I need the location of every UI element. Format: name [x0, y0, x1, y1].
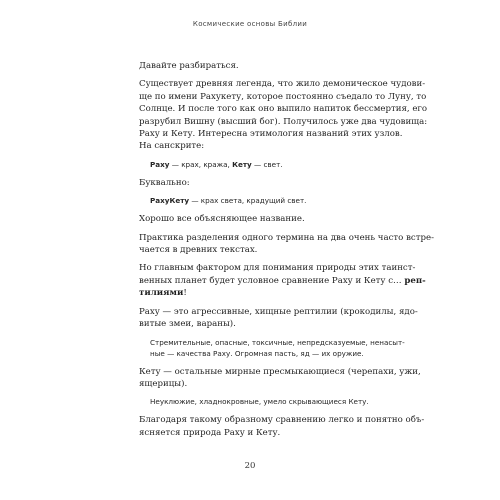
page-body: [139, 60, 434, 445]
quote-rahu-qualities: [150, 337, 405, 359]
paragraph-practice: [139, 232, 434, 257]
definition: — свет.: [251, 159, 283, 169]
running-header: Космические основы Библии: [192, 20, 308, 28]
text-line: На санскрите:: [139, 141, 205, 152]
text-line: ные — качества Раху. Огромная пасть, яд — их оружие.: [150, 348, 364, 358]
text-line: Но главным фактором для понимания природы этих таинст-: [139, 263, 416, 274]
paragraph-literal: [139, 177, 371, 189]
quote-literal: [150, 195, 371, 206]
emphasis-text: тилиями: [139, 288, 184, 299]
text-line: Раху и Кету. Интересна этимология названий этих узлов.: [139, 129, 403, 140]
text-line: Практика разделения одного термина на два очень часто встре-: [139, 232, 434, 243]
text-line: Буквально:: [139, 177, 190, 188]
text-line: Солнце. И после того как оно выпило напиток бессмертия, его: [139, 104, 428, 115]
text-line: Хорошо все объясняющее название.: [139, 214, 305, 225]
text-line: Неуклюжие, хладнокровные, умело скрывающиеся Кету.: [150, 397, 369, 407]
paragraph-conclusion: [139, 414, 425, 439]
text-line: Кету — остальные мирные пресмыкающиеся (черепахи, ужи,: [139, 366, 421, 377]
text-line: Существует древняя легенда, что жило демоническое чудови-: [139, 79, 426, 90]
page-number: 20: [244, 461, 256, 471]
text-line: [150, 159, 371, 170]
text-line: ящерицы).: [139, 378, 188, 389]
text-line: [139, 275, 426, 287]
emphasis-text: реп-: [404, 275, 426, 286]
text-line: [150, 195, 371, 206]
term-rahu: Раху: [150, 159, 170, 169]
paragraph-reptiles: [139, 262, 426, 299]
text-line: разрубил Вишну (высший бог). Получилось уже два чудовища:: [139, 116, 428, 127]
text-line: ясняется природа Раху и Кету.: [139, 427, 281, 438]
text-line: витые змеи, вараны).: [139, 319, 236, 330]
paragraph-ketu: [139, 366, 421, 391]
paragraph-rahu: [139, 306, 418, 331]
quote-sanskrit: [150, 159, 371, 170]
definition: — крах, кража,: [169, 159, 233, 169]
text-line: чается в древних текстах.: [139, 245, 258, 256]
paragraph-intro: [139, 60, 371, 72]
paragraph-legend: [139, 78, 428, 152]
definition: — крах света, крадущий свет.: [189, 196, 307, 206]
text-segment: венных планет будет условное сравнение Раху и Кету с…: [139, 275, 405, 286]
paragraph-good-name: [139, 213, 371, 225]
text-line: Стремительные, опасные, токсичные, непредсказуемые, ненасыт-: [150, 337, 405, 347]
text-line: Раху — это агрессивные, хищные рептилии (крокодилы, ядо-: [139, 306, 418, 317]
term-ketu: Кету: [232, 159, 252, 169]
text-line: [139, 287, 371, 299]
term-rahuketu: РахуКету: [150, 196, 190, 206]
quote-ketu-qualities: [150, 396, 371, 407]
text-segment: !: [183, 288, 187, 299]
text-line: Давайте разбираться.: [139, 61, 239, 71]
text-line: Благодаря такому образному сравнению легко и понятно объ-: [139, 415, 425, 426]
text-line: ще по имени Рахукету, которое постоянно съедало то Луну, то: [139, 91, 427, 102]
